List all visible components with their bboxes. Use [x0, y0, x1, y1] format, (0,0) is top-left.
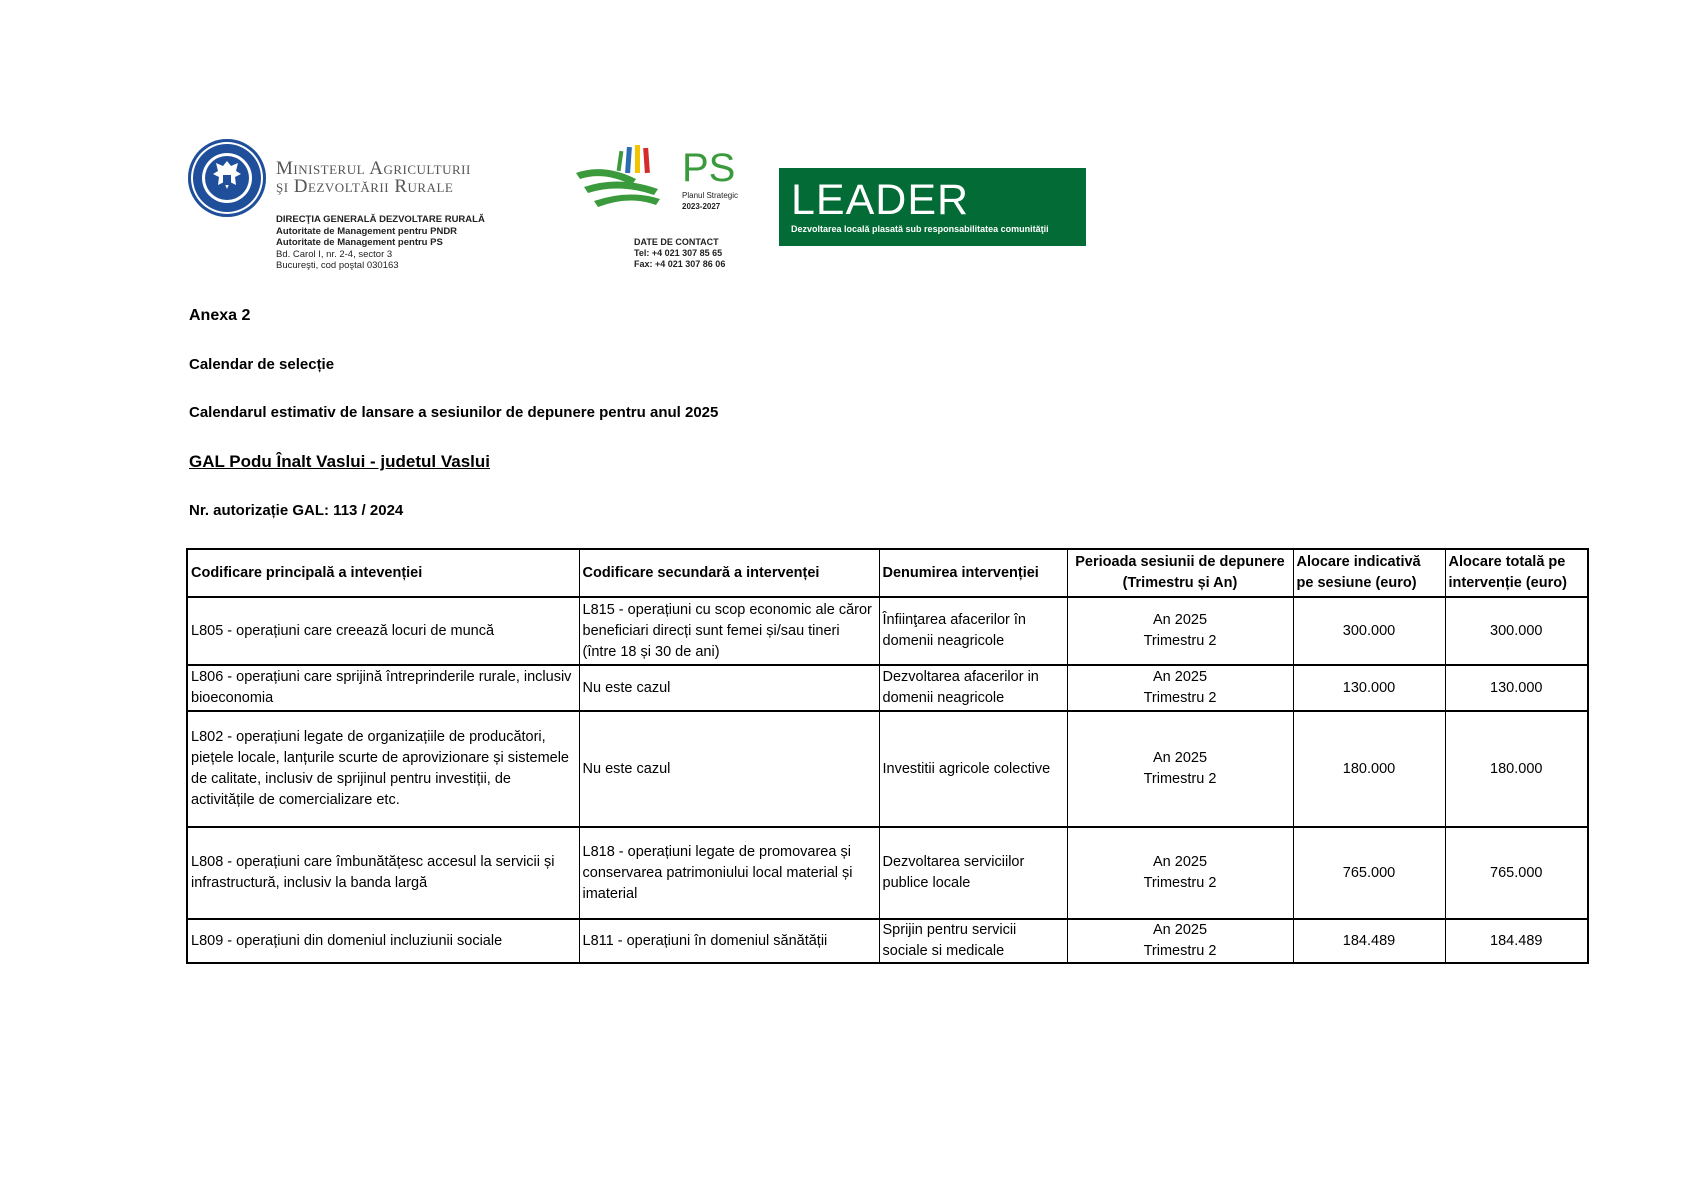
cell-intervention-name: Dezvoltarea afacerilor in domenii neagricole	[879, 665, 1067, 711]
eagle-crest-icon	[188, 139, 266, 217]
ps-subtitle-line1: Planul Strategic	[682, 191, 739, 200]
header-intervention-name: Denumirea intervenției	[879, 549, 1067, 597]
period-quarter: Trimestru 2	[1143, 690, 1217, 706]
cell-principal-code: L809 - operațiuni din domeniul incluziunii sociale	[187, 919, 579, 963]
period-year: An 2025	[1152, 854, 1208, 870]
ps-contact-title: DATE DE CONTACT	[634, 237, 719, 247]
cell-session-allocation: 300.000	[1293, 597, 1445, 665]
period-year: An 2025	[1152, 612, 1208, 628]
header-session-period: Perioada sesiunii de depunere (Trimestru și An)	[1067, 549, 1293, 597]
period-year: An 2025	[1152, 750, 1208, 766]
header-secondary-code: Codificare secundară a intervenței	[579, 549, 879, 597]
cell-total-allocation: 300.000	[1445, 597, 1588, 665]
table-row	[187, 597, 1588, 665]
ministry-name-line2: şi Dezvoltării Rurale	[276, 176, 454, 197]
calendar-description: Calendarul estimativ de lansare a sesiunilor de depunere pentru anul 2025	[189, 404, 719, 421]
period-quarter: Trimestru 2	[1143, 633, 1217, 649]
cell-total-allocation: 180.000	[1445, 711, 1588, 827]
cell-principal-code: L805 - operațiuni care creează locuri de muncă	[187, 597, 579, 665]
ps-logo-text: PS	[682, 146, 736, 190]
government-seal-logo	[188, 139, 266, 217]
cell-session-period	[1067, 597, 1293, 665]
ps-logo	[574, 143, 754, 223]
cell-principal-code: L806 - operațiuni care sprijină întreprinderile rurale, inclusiv bioeconomia	[187, 665, 579, 711]
ministry-info	[276, 214, 485, 272]
table-row	[187, 827, 1588, 919]
cell-secondary-code: L815 - operațiuni cu scop economic ale căror beneficiari direcți sunt femei și/sau tineri (între 18 și 30 de ani)	[579, 597, 879, 665]
cell-session-allocation: 130.000	[1293, 665, 1445, 711]
table-row	[187, 711, 1588, 827]
cell-session-allocation: 180.000	[1293, 711, 1445, 827]
selection-calendar-table	[186, 548, 1589, 964]
cell-total-allocation: 765.000	[1445, 827, 1588, 919]
cell-secondary-code: Nu este cazul	[579, 665, 879, 711]
cell-session-period	[1067, 665, 1293, 711]
period-quarter: Trimestru 2	[1143, 875, 1217, 891]
table-row	[187, 919, 1588, 963]
calendar-title: Calendar de selecție	[189, 356, 335, 373]
header-total-allocation: Alocare totală pe intervenție (euro)	[1445, 549, 1588, 597]
cell-intervention-name: Înfiinţarea afacerilor în domenii neagricole	[879, 597, 1067, 665]
ps-contact-tel: Tel: +4 021 307 85 65	[634, 248, 723, 258]
cell-intervention-name: Investitii agricole colective	[879, 711, 1067, 827]
ministry-name	[276, 160, 471, 196]
cell-session-allocation: 184.489	[1293, 919, 1445, 963]
cell-session-period	[1067, 711, 1293, 827]
table-row	[187, 665, 1588, 711]
leader-logo-tagline: Dezvoltarea locală plasată sub responsabilitatea comunităţii	[791, 224, 1049, 234]
cell-principal-code: L808 - operațiuni care îmbunătățesc accesul la servicii și infrastructură, inclusiv la banda largă	[187, 827, 579, 919]
table-header-row	[187, 549, 1588, 597]
period-year: An 2025	[1152, 922, 1208, 938]
cell-session-period	[1067, 919, 1293, 963]
ps-contact-fax: Fax: +4 021 307 86 06	[634, 259, 726, 269]
period-year: An 2025	[1152, 669, 1208, 685]
cell-secondary-code: L811 - operațiuni în domeniul sănătății	[579, 919, 879, 963]
cell-total-allocation: 130.000	[1445, 665, 1588, 711]
ps-subtitle-line2: 2023-2027	[682, 202, 721, 211]
authorization-number: Nr. autorizație GAL: 113 / 2024	[189, 502, 404, 519]
cell-total-allocation: 184.489	[1445, 919, 1588, 963]
ministry-info-line: Bucureşti, cod poştal 030163	[276, 260, 399, 271]
cell-principal-code: L802 - operațiuni legate de organizațiile de producători, piețele locale, lanțurile scurte de aprovizionare și sistemele de calitate, inclusiv de sprijinul pentru investiții, de activitățile de comercializare etc.	[187, 711, 579, 827]
header-principal-code: Codificare principală a intevenției	[187, 549, 579, 597]
cell-session-period	[1067, 827, 1293, 919]
ps-contact	[634, 237, 725, 270]
gal-title: GAL Podu Înalt Vaslui - judetul Vaslui	[189, 452, 491, 471]
cell-intervention-name: Dezvoltarea serviciilor publice locale	[879, 827, 1067, 919]
leader-logo	[779, 168, 1086, 246]
annex-title: Anexa 2	[189, 307, 251, 324]
cell-secondary-code: L818 - operațiuni legate de promovarea și conservarea patrimoniului local material și imaterial	[579, 827, 879, 919]
period-quarter: Trimestru 2	[1143, 943, 1217, 959]
ministry-info-line: DIRECŢIA GENERALĂ DEZVOLTARE RURALĂ	[276, 214, 485, 225]
header-session-allocation: Alocare indicativă pe sesiune (euro)	[1293, 549, 1445, 597]
ministry-info-line: Autoritate de Management pentru PS	[276, 237, 443, 248]
cell-intervention-name: Sprijin pentru servicii sociale si medicale	[879, 919, 1067, 963]
ps-stripes-icon	[574, 143, 754, 223]
ministry-info-line: Bd. Carol I, nr. 2-4, sector 3	[276, 248, 393, 260]
cell-secondary-code: Nu este cazul	[579, 711, 879, 827]
ministry-info-line: Autoritate de Management pentru PNDR	[276, 225, 458, 237]
ministry-name-line1: Ministerul Agriculturii	[276, 158, 471, 179]
period-quarter: Trimestru 2	[1143, 771, 1217, 787]
cell-session-allocation: 765.000	[1293, 827, 1445, 919]
leader-logo-word: LEADER	[791, 176, 970, 224]
